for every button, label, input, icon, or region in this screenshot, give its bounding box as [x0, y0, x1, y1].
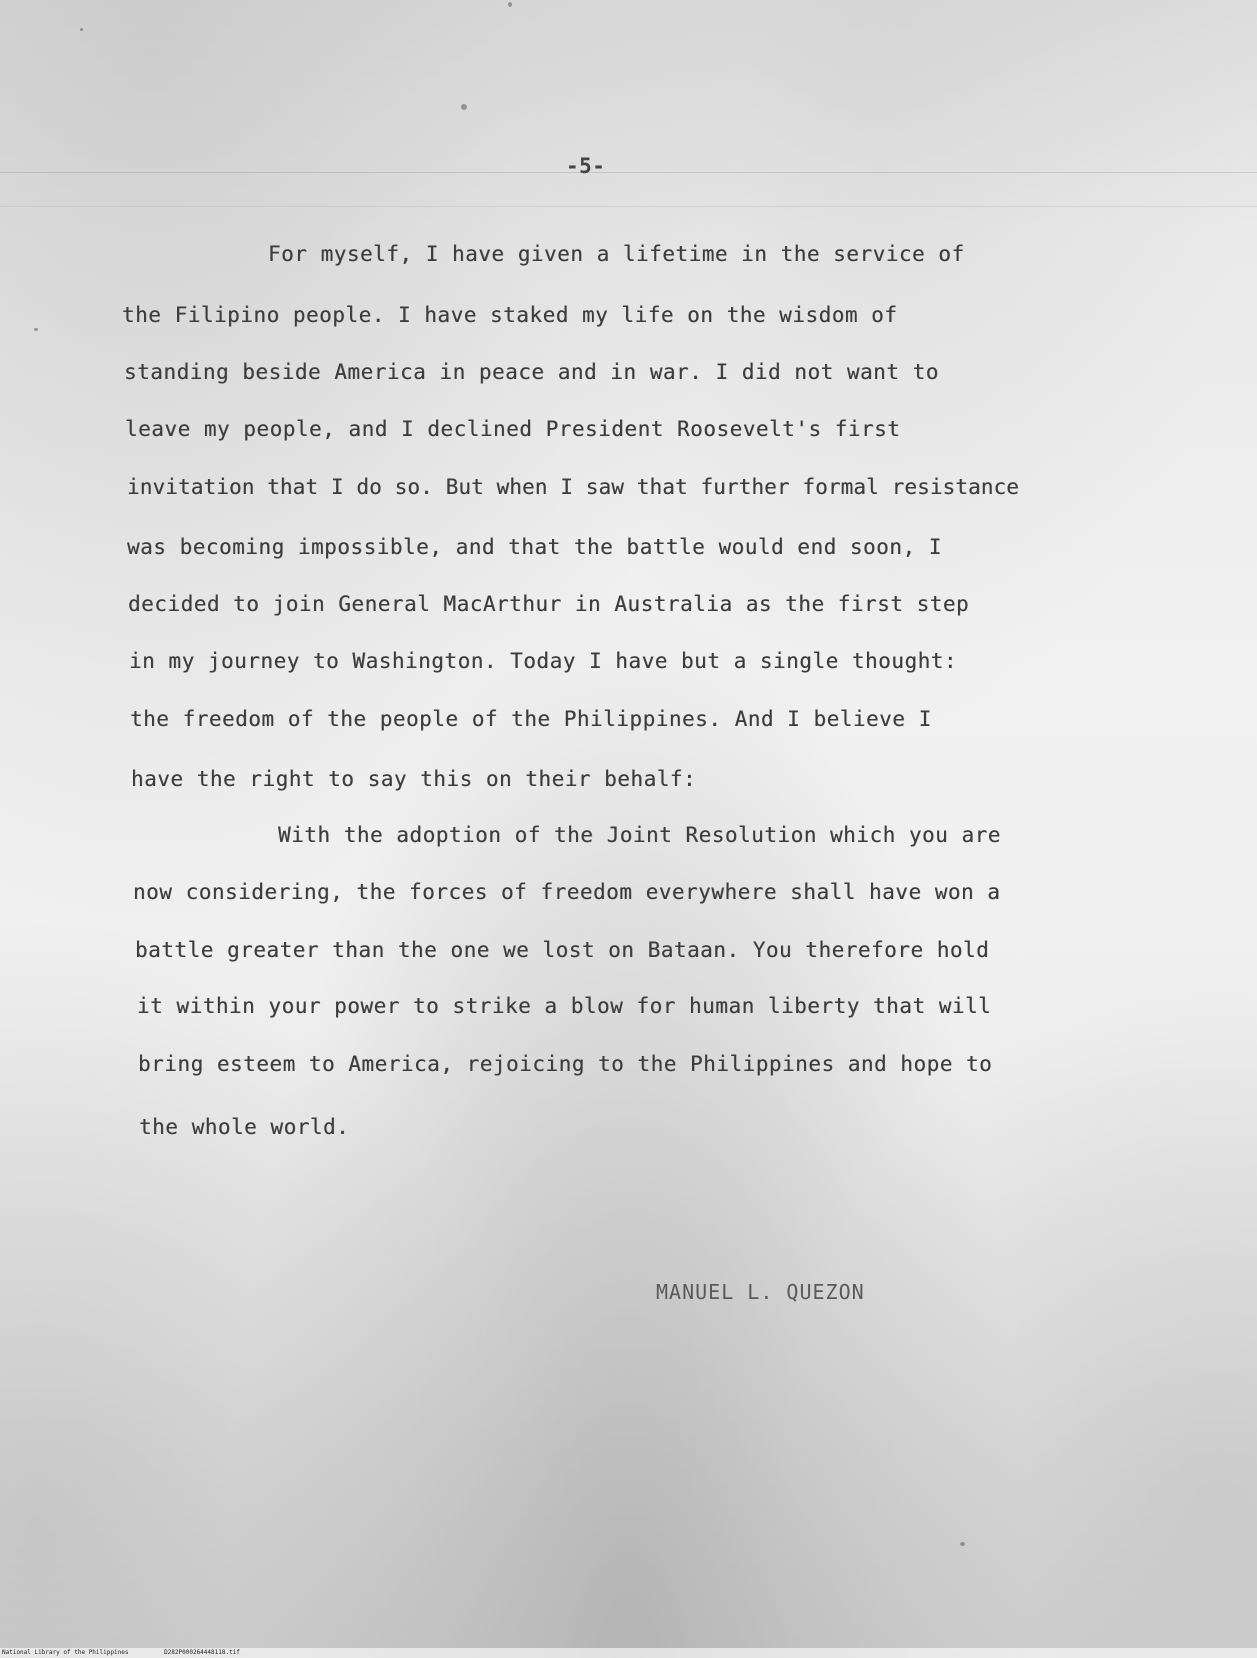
- paragraph-1-line-2: the Filipino people. I have staked my life on the wisdom of: [122, 303, 898, 327]
- footer-file-id: D282P000264448118.tif: [164, 1649, 240, 1656]
- paragraph-1-line-7: decided to join General MacArthur in Australia as the first step: [128, 592, 970, 616]
- paragraph-1-line-1: For myself, I have given a lifetime in the service of: [268, 242, 965, 266]
- paragraph-1-line-8: in my journey to Washington. Today I have but a single thought:: [129, 649, 958, 673]
- paragraph-2-line-6: the whole world.: [139, 1115, 350, 1139]
- page-number: -5-: [566, 154, 606, 178]
- paragraph-2-line-1: With the adoption of the Joint Resolution which you are: [278, 823, 1001, 847]
- scan-edge-line: [0, 172, 1257, 173]
- scan-speck: [80, 28, 83, 31]
- scan-speck: [34, 328, 38, 331]
- paragraph-1-line-4: leave my people, and I declined President Roosevelt's first: [125, 417, 901, 441]
- paragraph-1-line-5: invitation that I do so. But when I saw that further formal resistance: [127, 475, 1020, 499]
- scan-footer: [0, 1648, 1257, 1658]
- paragraph-1-line-10: have the right to say this on their behalf:: [131, 767, 697, 791]
- paragraph-1-line-3: standing beside America in peace and in war. I did not want to: [124, 360, 939, 384]
- paragraph-1-line-9: the freedom of the people of the Philippines. And I believe I: [130, 707, 932, 731]
- signature: MANUEL L. QUEZON: [656, 1280, 865, 1304]
- paragraph-2-line-2: now considering, the forces of freedom everywhere shall have won a: [133, 880, 1001, 904]
- scan-speck: [508, 2, 512, 7]
- paragraph-2-line-3: battle greater than the one we lost on Bataan. You therefore hold: [135, 938, 990, 962]
- paragraph-2-line-5: bring esteem to America, rejoicing to the Philippines and hope to: [138, 1052, 993, 1076]
- footer-library: National Library of the Philippines: [2, 1649, 129, 1656]
- paragraph-1-line-6: was becoming impossible, and that the battle would end soon, I: [127, 535, 942, 559]
- scan-speck: [960, 1542, 965, 1546]
- scan-speck: [461, 104, 467, 110]
- paragraph-2-line-4: it within your power to strike a blow for human liberty that will: [137, 994, 992, 1018]
- scan-edge-line: [0, 206, 1257, 207]
